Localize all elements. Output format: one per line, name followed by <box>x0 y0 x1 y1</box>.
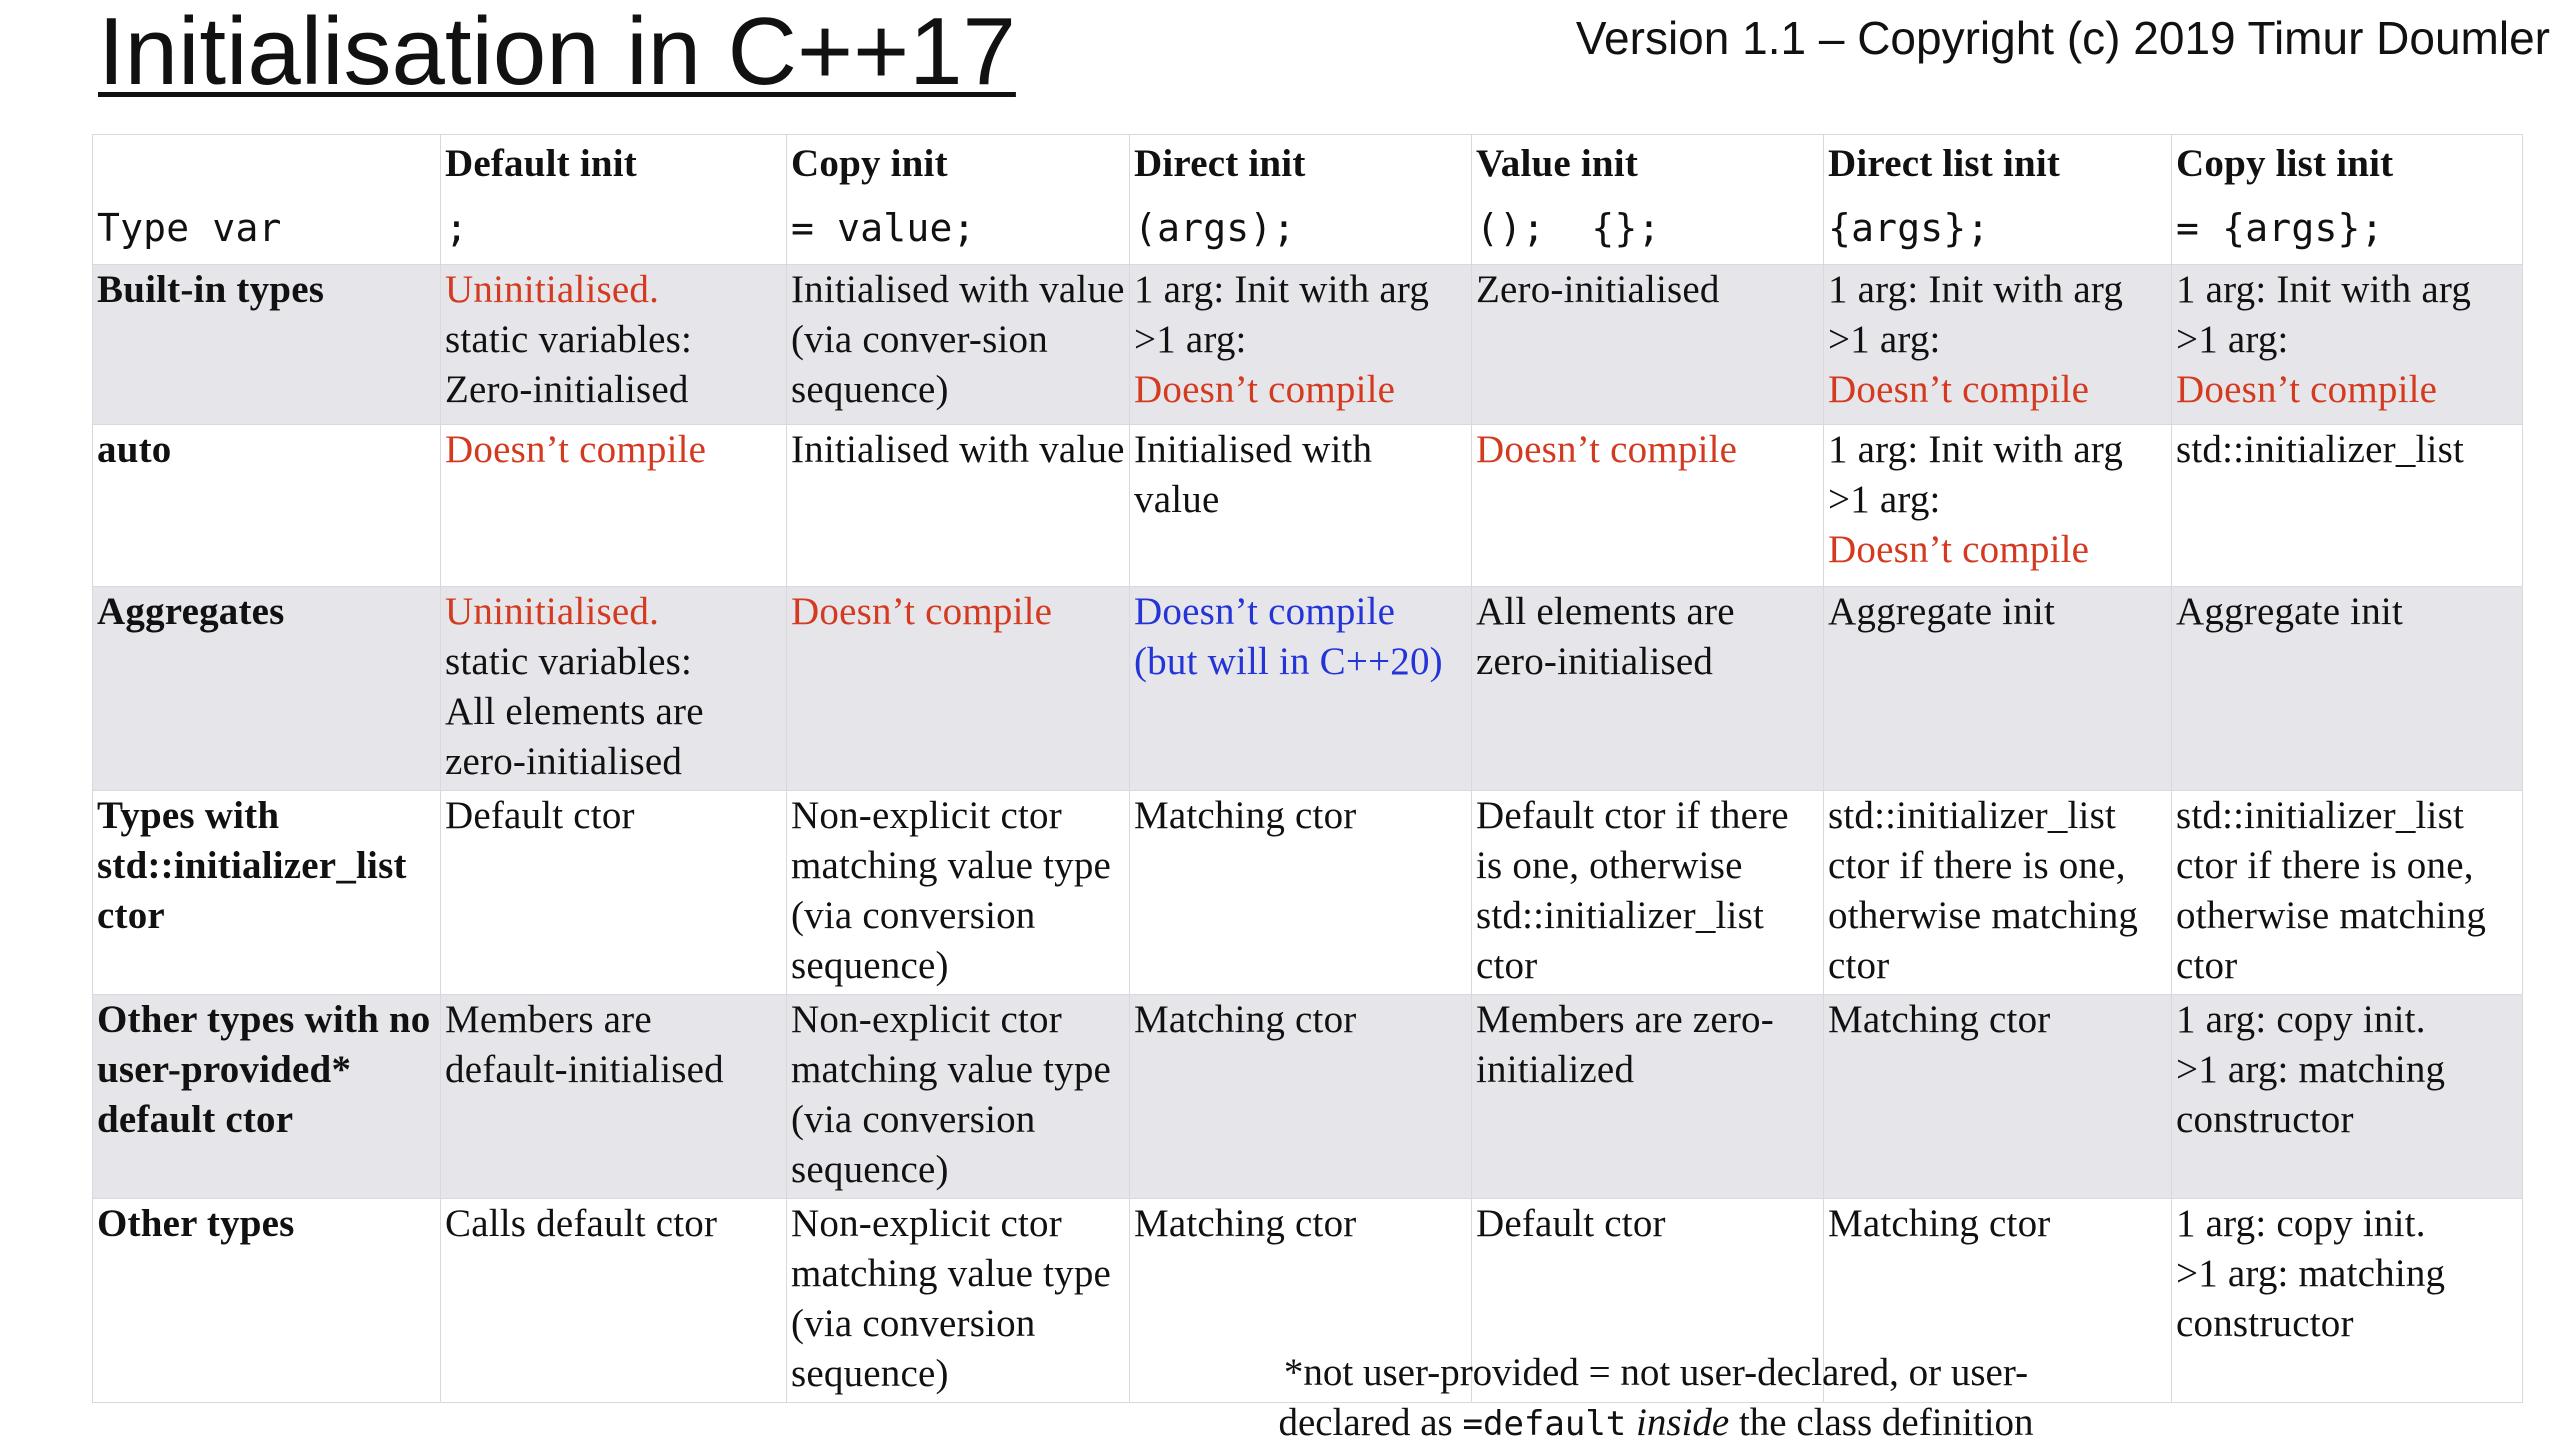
column-syntax: (args); <box>1134 206 1296 250</box>
cell-copy-list-init <box>2172 587 2523 791</box>
table-row-built-in-types <box>93 265 2523 425</box>
cell-text: std::initializer_list <box>2176 428 2464 471</box>
column-syntax: = value; <box>791 206 976 250</box>
column-header-direct-init <box>1130 135 1472 265</box>
column-title: Value init <box>1476 142 1639 185</box>
row-label: Aggregates <box>93 587 441 791</box>
cell-copy-init <box>787 791 1130 995</box>
cell-text: Members are default-initialised <box>445 998 724 1091</box>
cell-default-init <box>441 425 787 587</box>
footnote <box>1256 1348 2056 1449</box>
cell-text: Doesn’t compile <box>1828 528 2090 571</box>
cell-direct-list-init <box>1824 995 2172 1199</box>
cell-text: >1 arg: matching constructor <box>2176 1048 2446 1141</box>
cell-copy-init <box>787 265 1130 425</box>
cell-copy-init <box>787 425 1130 587</box>
cell-text: std::initializer_list ctor if there is one, otherwise matching ctor <box>2176 794 2487 987</box>
column-header-copy-list-init <box>2172 135 2523 265</box>
cell-text: Uninitialised. <box>445 268 660 311</box>
cell-text: Calls default ctor <box>445 1202 718 1245</box>
cell-text: Matching ctor <box>1134 794 1357 837</box>
cell-text: static variables: <box>445 318 693 361</box>
cell-text: 1 arg: Init with arg <box>1828 428 2124 471</box>
cell-text: (but will in C++20) <box>1134 640 1443 683</box>
cell-copy-init <box>787 1199 1130 1403</box>
corner-cell <box>93 135 441 265</box>
cell-default-init <box>441 265 787 425</box>
cell-text: Doesn’t compile <box>791 590 1053 633</box>
column-header-default-init <box>441 135 787 265</box>
cell-text: 1 arg: copy init. <box>2176 1202 2426 1245</box>
cell-text: 1 arg: Init with arg <box>2176 268 2472 311</box>
column-header-copy-init <box>787 135 1130 265</box>
row-label: Other types <box>93 1199 441 1403</box>
cell-direct-list-init <box>1824 425 2172 587</box>
cell-text: Matching ctor <box>1828 1202 2051 1245</box>
cell-text: 1 arg: Init with arg <box>1134 268 1430 311</box>
cell-text: Matching ctor <box>1134 1202 1357 1245</box>
cell-text: >1 arg: matching constructor <box>2176 1252 2446 1345</box>
footnote-code: =default <box>1462 1404 1627 1444</box>
cell-direct-init <box>1130 587 1472 791</box>
column-syntax: {args}; <box>1828 206 1990 250</box>
cell-value-init <box>1472 265 1824 425</box>
cell-default-init <box>441 791 787 995</box>
column-title: Direct list init <box>1828 142 2061 185</box>
cell-text: 1 arg: Init with arg <box>1828 268 2124 311</box>
cell-direct-init <box>1130 265 1472 425</box>
cell-copy-list-init <box>2172 425 2523 587</box>
column-syntax: (); {}; <box>1476 206 1661 250</box>
cell-direct-list-init <box>1824 265 2172 425</box>
cell-direct-init <box>1130 995 1472 1199</box>
row-label: auto <box>93 425 441 587</box>
cell-value-init <box>1472 425 1824 587</box>
cell-text: All elements are zero-initialised <box>445 690 704 783</box>
cell-text: Doesn’t compile <box>1134 590 1396 633</box>
column-syntax: = {args}; <box>2176 206 2384 250</box>
cell-text: >1 arg: <box>1134 318 1247 361</box>
cell-text: Zero-initialised <box>1476 268 1720 311</box>
row-label: Built-in types <box>93 265 441 425</box>
page-title: Initialisation in C++17 <box>98 0 1016 105</box>
cell-text: Default ctor <box>445 794 635 837</box>
cell-value-init <box>1472 791 1824 995</box>
row-label: Types with std::initializer_list ctor <box>93 791 441 995</box>
row-label: Other types with no user-provided* default ctor <box>93 995 441 1199</box>
cell-direct-list-init <box>1824 587 2172 791</box>
cell-text: Initialised with value <box>1134 428 1373 521</box>
cell-text: Non-explicit ctor matching value type (via conversion sequence) <box>791 794 1112 987</box>
cell-text: std::initializer_list ctor if there is one, otherwise matching ctor <box>1828 794 2139 987</box>
cell-text: >1 arg: <box>2176 318 2289 361</box>
cell-copy-init <box>787 995 1130 1199</box>
cell-text: Members are zero-initialized <box>1476 998 1774 1091</box>
cell-text: Doesn’t compile <box>445 428 707 471</box>
cell-text: Default ctor <box>1476 1202 1666 1245</box>
initialisation-table <box>92 134 2523 1403</box>
table-row-no-default-ctor-types <box>93 995 2523 1199</box>
cell-text: Initialised with value <box>791 428 1125 471</box>
column-header-value-init <box>1472 135 1824 265</box>
column-title: Copy init <box>791 142 948 185</box>
table-row-aggregates <box>93 587 2523 791</box>
cell-default-init <box>441 1199 787 1403</box>
column-title: Direct init <box>1134 142 1306 185</box>
cell-default-init <box>441 587 787 791</box>
column-syntax: ; <box>445 206 469 250</box>
cell-text: Default ctor if there is one, otherwise std::initializer_list ctor <box>1476 794 1789 987</box>
column-title: Copy list init <box>2176 142 2394 185</box>
cell-text: Aggregate init <box>2176 590 2403 633</box>
cell-direct-list-init <box>1824 791 2172 995</box>
cell-text: Doesn’t compile <box>2176 368 2438 411</box>
cell-text: static variables: <box>445 640 693 683</box>
corner-code: Type var <box>97 206 282 250</box>
cell-text: Initialised with value (via conver-sion sequence) <box>791 268 1125 411</box>
cell-text: Aggregate init <box>1828 590 2055 633</box>
cell-text: Doesn’t compile <box>1134 368 1396 411</box>
cell-direct-init <box>1130 791 1472 995</box>
cell-text: 1 arg: copy init. <box>2176 998 2426 1041</box>
column-title: Default init <box>445 142 637 185</box>
footnote-text-end: the class definition <box>1729 1401 2034 1444</box>
cell-text: >1 arg: <box>1828 318 1941 361</box>
cell-copy-list-init <box>2172 1199 2523 1403</box>
footnote-text: *not user-provided = not user-declared, or user-declared as <box>1278 1351 2029 1444</box>
cell-copy-list-init <box>2172 995 2523 1199</box>
cell-text: Uninitialised. <box>445 590 660 633</box>
cell-text: Doesn’t compile <box>1828 368 2090 411</box>
cell-text: Doesn’t compile <box>1476 428 1738 471</box>
cell-value-init <box>1472 995 1824 1199</box>
table-row-initializer-list-types <box>93 791 2523 995</box>
footnote-emphasis: inside <box>1636 1401 1730 1444</box>
column-header-direct-list-init <box>1824 135 2172 265</box>
cell-text: >1 arg: <box>1828 478 1941 521</box>
cell-copy-list-init <box>2172 265 2523 425</box>
cell-text: Zero-initialised <box>445 368 689 411</box>
cell-direct-init <box>1130 425 1472 587</box>
cell-copy-init <box>787 587 1130 791</box>
table-row-auto <box>93 425 2523 587</box>
cell-value-init <box>1472 587 1824 791</box>
cell-text: Non-explicit ctor matching value type (via conversion sequence) <box>791 1202 1112 1395</box>
cell-default-init <box>441 995 787 1199</box>
cell-text: Matching ctor <box>1134 998 1357 1041</box>
cell-text: All elements are zero-initialised <box>1476 590 1735 683</box>
version-copyright: Version 1.1 – Copyright (c) 2019 Timur Doumler <box>1575 12 2550 64</box>
header-row <box>93 135 2523 265</box>
cell-text: Non-explicit ctor matching value type (via conversion sequence) <box>791 998 1112 1191</box>
cell-text: Matching ctor <box>1828 998 2051 1041</box>
cell-copy-list-init <box>2172 791 2523 995</box>
